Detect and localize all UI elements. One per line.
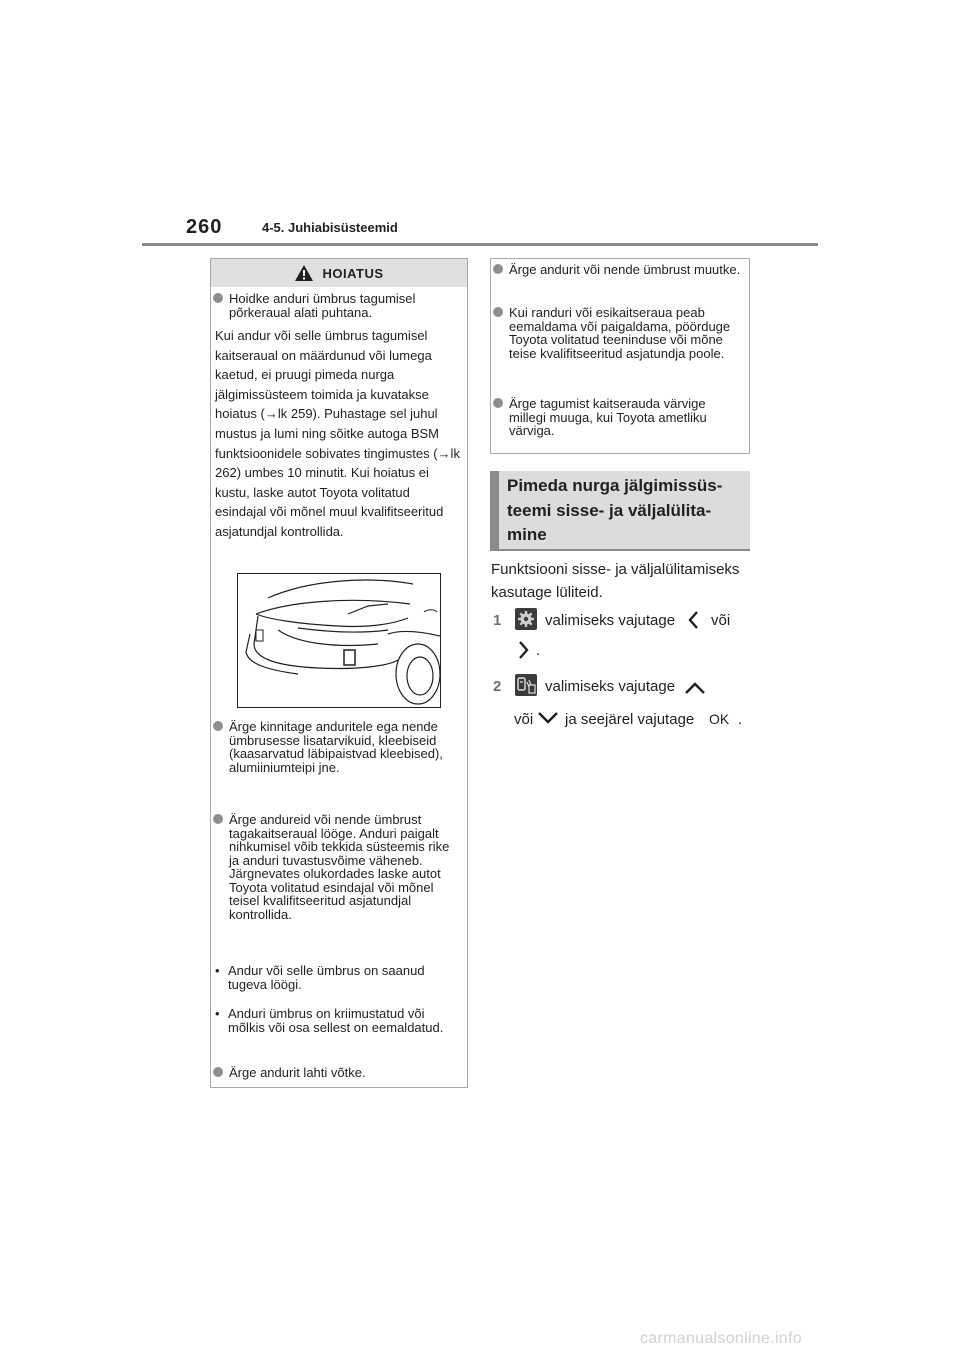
warning-bullet-3 (213, 813, 458, 921)
bullet-dot-icon (493, 307, 503, 317)
warning-bullet-text: Ärge andureid või nende ümbrust tagakaitseraual lööge. Anduri paigalt nihkumisel võib tekkida süsteemis rike ja anduri tuvastusvõime väheneb. Järgnevates olukordades laske autot Toyota volitatud esindajal või mõnel teisel kvalifitseeritud asjatundjal kontrollida. (229, 812, 450, 922)
bullet-dot-icon (213, 721, 223, 731)
right-bullet-3 (493, 397, 743, 438)
step-2-number: 2 (493, 678, 502, 695)
section-heading-rule (490, 549, 750, 551)
step-1-text-b: või (711, 612, 731, 629)
section-heading-bar (490, 471, 499, 551)
warning-header (211, 259, 467, 287)
sensor-location-illustration (237, 573, 441, 708)
step-1-text-c: . (536, 642, 541, 659)
bullet-dot-icon (493, 398, 503, 408)
car-rear-illustration (238, 574, 440, 707)
chevron-up-icon (684, 681, 706, 695)
bullet-dot-icon (213, 1067, 223, 1077)
section-title: 4-5. Juhiabisüsteemid (262, 220, 398, 235)
warning-bullet-text: Hoidke anduri ümbrus tagumisel põrkeraual alati puhtana. (229, 291, 416, 320)
chevron-down-icon (537, 711, 559, 725)
bullet-dot-icon (493, 264, 503, 274)
right-bullet-2 (493, 306, 743, 360)
bullet-dot-icon (213, 293, 223, 303)
warning-sub-item-2: • Anduri ümbrus on kriimustatud või mõlkis või osa sellest on eemaldatud. (215, 1007, 460, 1035)
warning-bullet-text: Ärge kinnitage anduritele ega nende ümbrusesse lisatarvikuid, kleebiseid (kaasarvatud läbipaistvad kleebised), alumiiniumteipi jne. (229, 719, 443, 775)
right-bullet-1 (493, 263, 743, 277)
warning-bullet-1 (213, 292, 458, 319)
page-number: 260 (186, 216, 223, 238)
right-bullet-text: Ärge tagumist kaitserauda värvige millegi muuga, kui Toyota ametliku värviga. (509, 396, 707, 438)
chevron-right-icon (517, 640, 529, 660)
section-intro: Funktsiooni sisse- ja väljalülitamiseks kasutage lüliteid. (491, 561, 740, 601)
chevron-left-icon (688, 610, 700, 630)
bullet-dot-icon (213, 814, 223, 824)
watermark: carmanualsonline.info (640, 1330, 802, 1347)
warning-bullet-text: Ärge andurit lahti võtke. (229, 1065, 366, 1080)
section-heading: Pimeda nurga jälgimissüs-teemi sisse- ja väljalülita-mine (507, 476, 723, 544)
warning-bullet-4 (213, 1066, 458, 1080)
sub-item-text: Andur või selle ümbrus on saanud tugeva löögi. (228, 963, 425, 992)
warning-paragraph: Kui andur või selle ümbrus tagumisel kaitseraual on määrdunud või lumega kaetud, ei pruugi pimeda nurga jälgimissüsteem toimida ja kuvatakse hoiatus (→lk 259). Puhastage sel juhul mustus ja lumi ning sõitke autoga BSM funktsioonidele sobivates tingimustes (→lk 262) umbes 10 minutit. Kui hoiatus ei kustu, laske autot Toyota volitatud esindajal või mõnel muul kvalifitseeritud asjatundjal kontrollida. (215, 328, 460, 539)
step-1-number: 1 (493, 612, 502, 629)
warning-bullet-2 (213, 720, 458, 774)
step-2-text-c: ja seejärel vajutage (565, 711, 695, 728)
warning-title: HOIATUS (322, 265, 384, 281)
step-1-text-a: valimiseks vajutage (545, 612, 676, 629)
settings-gear-icon (515, 608, 537, 630)
warning-triangle-icon (294, 264, 314, 282)
step-2-text-a: valimiseks vajutage (545, 678, 676, 695)
right-bullet-text: Kui randuri või esikaitseraua peab eemaldama või paigaldama, pöörduge Toyota volitatud teeninduse või mõne teise kvalifitseeritud asjatundja poole. (509, 305, 731, 361)
warning-sub-item-1: • Andur või selle ümbrus on saanud tugeva löögi. (215, 964, 460, 992)
step-2-end: . (738, 711, 743, 728)
right-bullet-text: Ärge andurit või nende ümbrust muutke. (509, 262, 741, 277)
header-divider (142, 243, 818, 246)
bsm-sensor-icon (515, 674, 537, 696)
step-2-text-b: või (514, 711, 534, 728)
sub-item-text: Anduri ümbrus on kriimustatud või mõlkis või osa sellest on eemaldatud. (228, 1006, 444, 1035)
ok-button-label: OK (709, 711, 730, 727)
